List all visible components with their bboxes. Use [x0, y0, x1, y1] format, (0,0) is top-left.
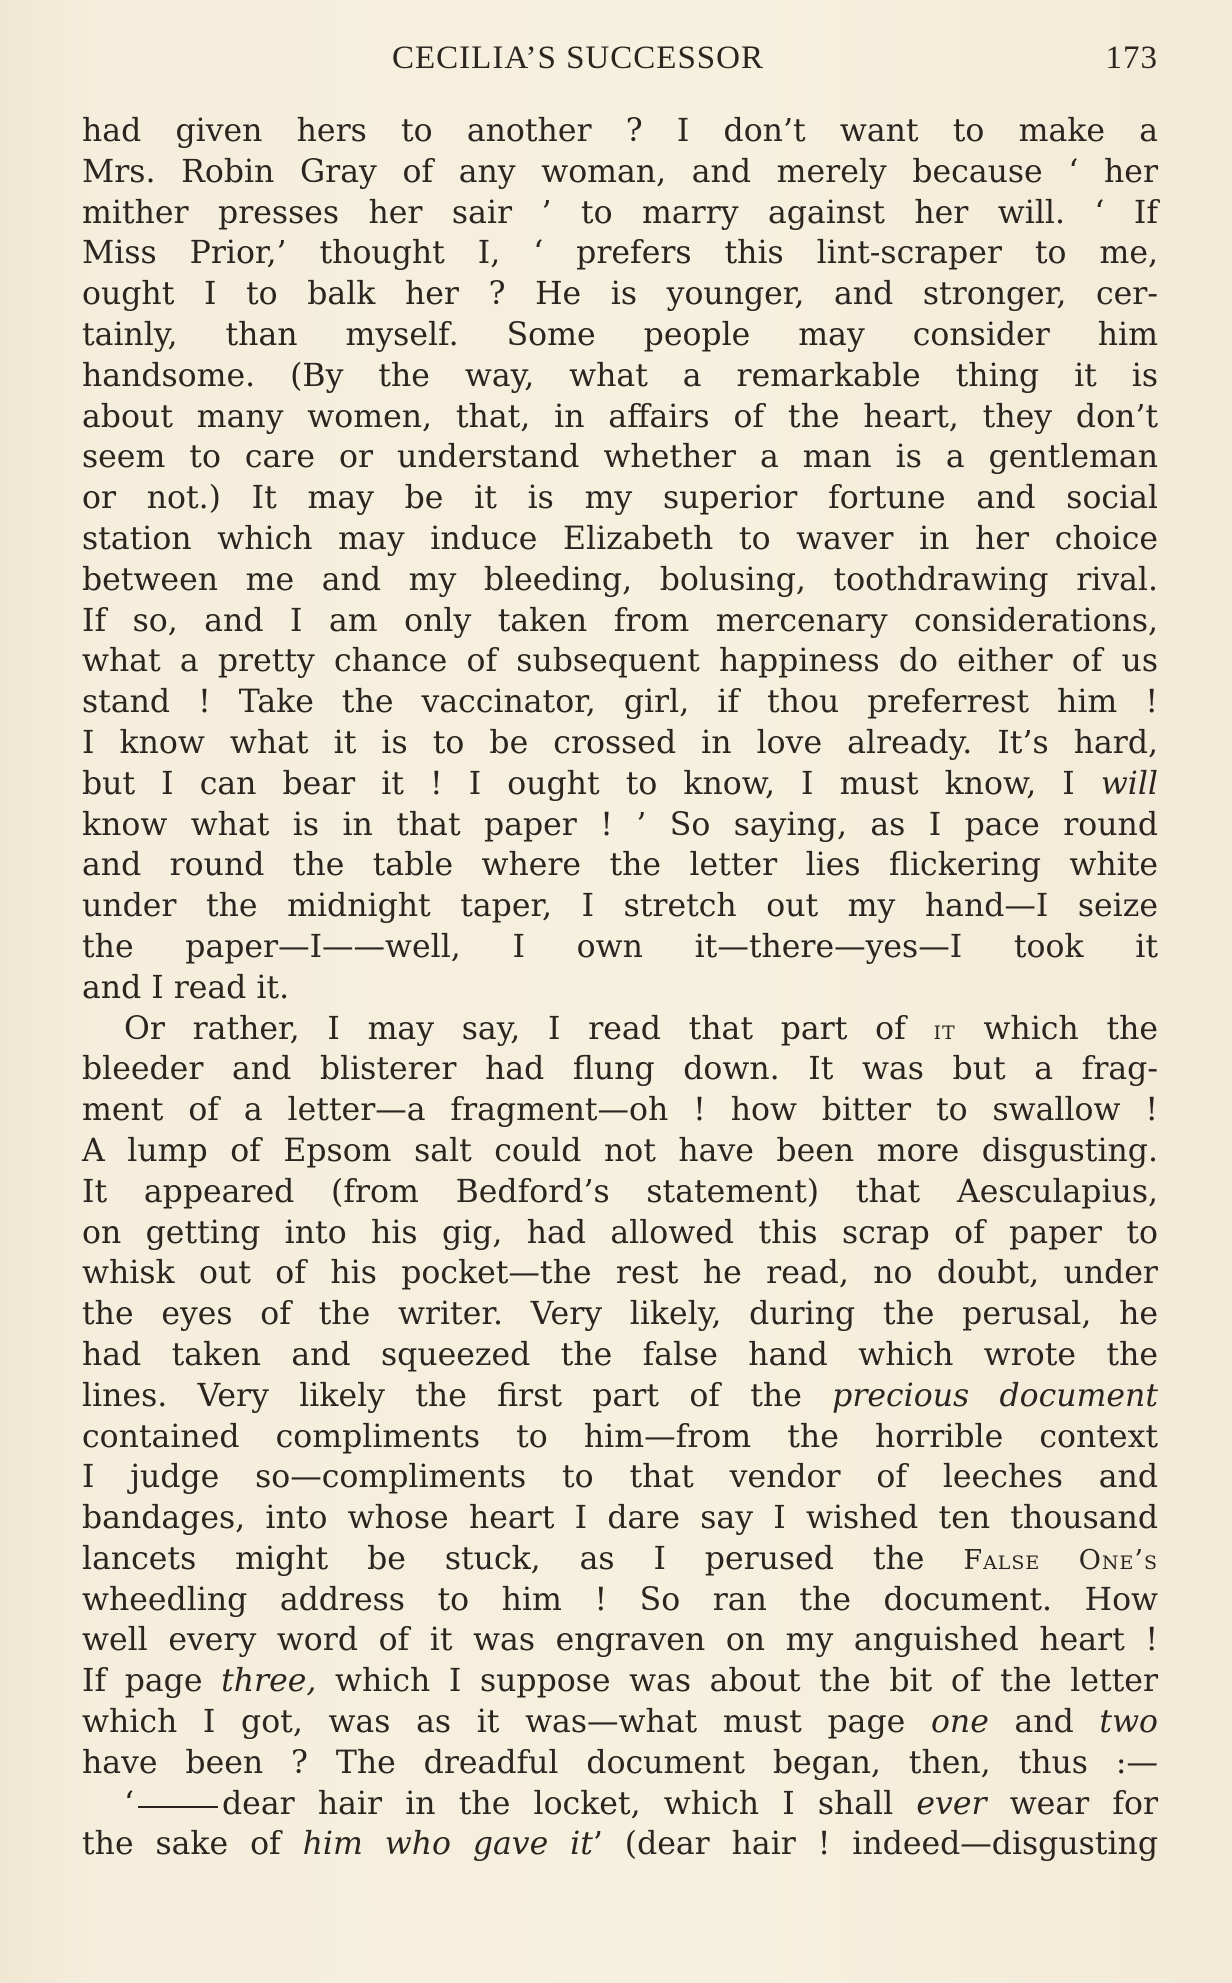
text-line: wheedling address to him ! So ran the document. How [82, 1581, 1158, 1618]
text-segment: Or rather, I may say, I read that part of [124, 1010, 906, 1047]
text-segment: which I got, was as it was—what must page [82, 1704, 906, 1741]
text-line: between me and my bleeding, bolusing, toothdrawing rival. [82, 561, 1158, 598]
text-segment: ’ (dear hair ! indeed—disgusting [592, 1826, 1158, 1863]
text-line: bleeder and blisterer had flung down. It was but a frag- [82, 1051, 1158, 1088]
text-segment: If page [82, 1663, 203, 1700]
text-line: know what is in that paper ! ’ So saying, as I pace round [82, 806, 1158, 843]
text-line: had given hers to another ? I don’t want to make a [82, 113, 1158, 149]
text-segment: lines. Very likely the first part of the [82, 1377, 802, 1414]
text-line: Miss Prior,’ thought I, ‘ prefers this lint-scraper to me, [82, 235, 1158, 272]
italic-text: ever [916, 1785, 987, 1822]
text-line: ought I to balk her ? He is younger, and stronger, cer- [82, 276, 1158, 313]
text-segment: the sake of [82, 1826, 281, 1863]
italic-text: two [1099, 1704, 1159, 1741]
page-number: 173 [1105, 40, 1158, 76]
text-segment: but I can bear it ! I ought to know, I must know, I [82, 765, 1075, 802]
small-caps-text: False One’s [963, 1544, 1159, 1576]
text-segment: and [1014, 1704, 1074, 1741]
italic-text: precious document [832, 1377, 1158, 1414]
italic-text: will [1100, 765, 1158, 802]
text-line: and I read it. [82, 969, 290, 1006]
text-line: whisk out of his pocket—the rest he read, no doubt, under [82, 1255, 1158, 1292]
text-line [82, 1702, 1158, 1743]
text-line: the eyes of the writer. Very likely, during the perusal, he [82, 1296, 1158, 1333]
text-line [82, 1824, 1158, 1865]
small-caps-text: it [933, 1014, 956, 1046]
text-line: what a pretty chance of subsequent happiness do either of us [82, 643, 1158, 680]
text-line: about many women, that, in affairs of the heart, they don’t [82, 398, 1158, 435]
text-line: Mrs. Robin Gray of any woman, and merely because ‘ her [82, 153, 1158, 190]
text-line: have been ? The dreadful document began, then, thus :— [82, 1744, 1158, 1781]
text-line [82, 1784, 1158, 1825]
text-line: mither presses her sair ’ to marry against her will. ‘ If [82, 194, 1158, 231]
text-line: tainly, than myself. Some people may consider him [82, 316, 1158, 353]
text-line [82, 1009, 1158, 1050]
text-line: I judge so—compliments to that vendor of leeches and [82, 1459, 1158, 1496]
text-line: station which may induce Elizabeth to waver in her choice [82, 520, 1158, 557]
text-line [82, 1539, 1158, 1580]
text-line: or not.) It may be it is my superior fortune and social [82, 480, 1158, 517]
italic-text: one [930, 1704, 989, 1741]
body-text [82, 111, 1158, 1865]
text-segment: dear hair in the locket, which I shall [222, 1785, 894, 1822]
text-line: If so, and I am only taken from mercenary considerations, [82, 602, 1158, 639]
text-line [82, 764, 1158, 805]
text-line: A lump of Epsom salt could not have been more disgusting. [82, 1132, 1158, 1169]
text-line: on getting into his gig, had allowed this scrap of paper to [82, 1214, 1158, 1251]
text-line: well every word of it was engraven on my anguished heart ! [82, 1622, 1158, 1659]
text-line: ment of a letter—a fragment—oh ! how bitter to swallow ! [82, 1092, 1158, 1129]
text-line: had taken and squeezed the false hand which wrote the [82, 1336, 1158, 1373]
text-line [82, 1376, 1158, 1417]
text-line: I know what it is to be crossed in love already. It’s hard, [82, 724, 1158, 761]
text-line: bandages, into whose heart I dare say I wished ten thousand [82, 1500, 1158, 1537]
text-line: It appeared (from Bedford’s statement) that Aesculapius, [82, 1173, 1158, 1210]
text-segment: wear for [1009, 1785, 1159, 1822]
running-title: CECILIA’S SUCCESSOR [392, 40, 764, 76]
text-line: the paper—I——well, I own it—there—yes—I took it [82, 928, 1158, 965]
text-line: seem to care or understand whether a man is a gentleman [82, 439, 1158, 476]
text-line: under the midnight taper, I stretch out my hand—I seize [82, 888, 1158, 925]
text-line: handsome. (By the way, what a remarkable thing it is [82, 357, 1158, 394]
text-line: stand ! Take the vaccinator, girl, if thou preferrest him ! [82, 684, 1158, 721]
text-line: and round the table where the letter lies flickering white [82, 847, 1158, 884]
text-line: contained compliments to him—from the horrible context [82, 1418, 1158, 1455]
italic-text: three, [221, 1663, 317, 1700]
text-segment: lancets might be stuck, as I perused the [82, 1540, 925, 1577]
text-segment: which the [983, 1010, 1159, 1047]
running-head [82, 40, 1158, 80]
text-segment: ‘ [124, 1785, 135, 1822]
italic-text: him who gave it [302, 1826, 593, 1863]
text-line [82, 1661, 1158, 1702]
text-segment: which I suppose was about the bit of the letter [335, 1663, 1159, 1700]
blank-dash-rule [138, 1806, 218, 1808]
